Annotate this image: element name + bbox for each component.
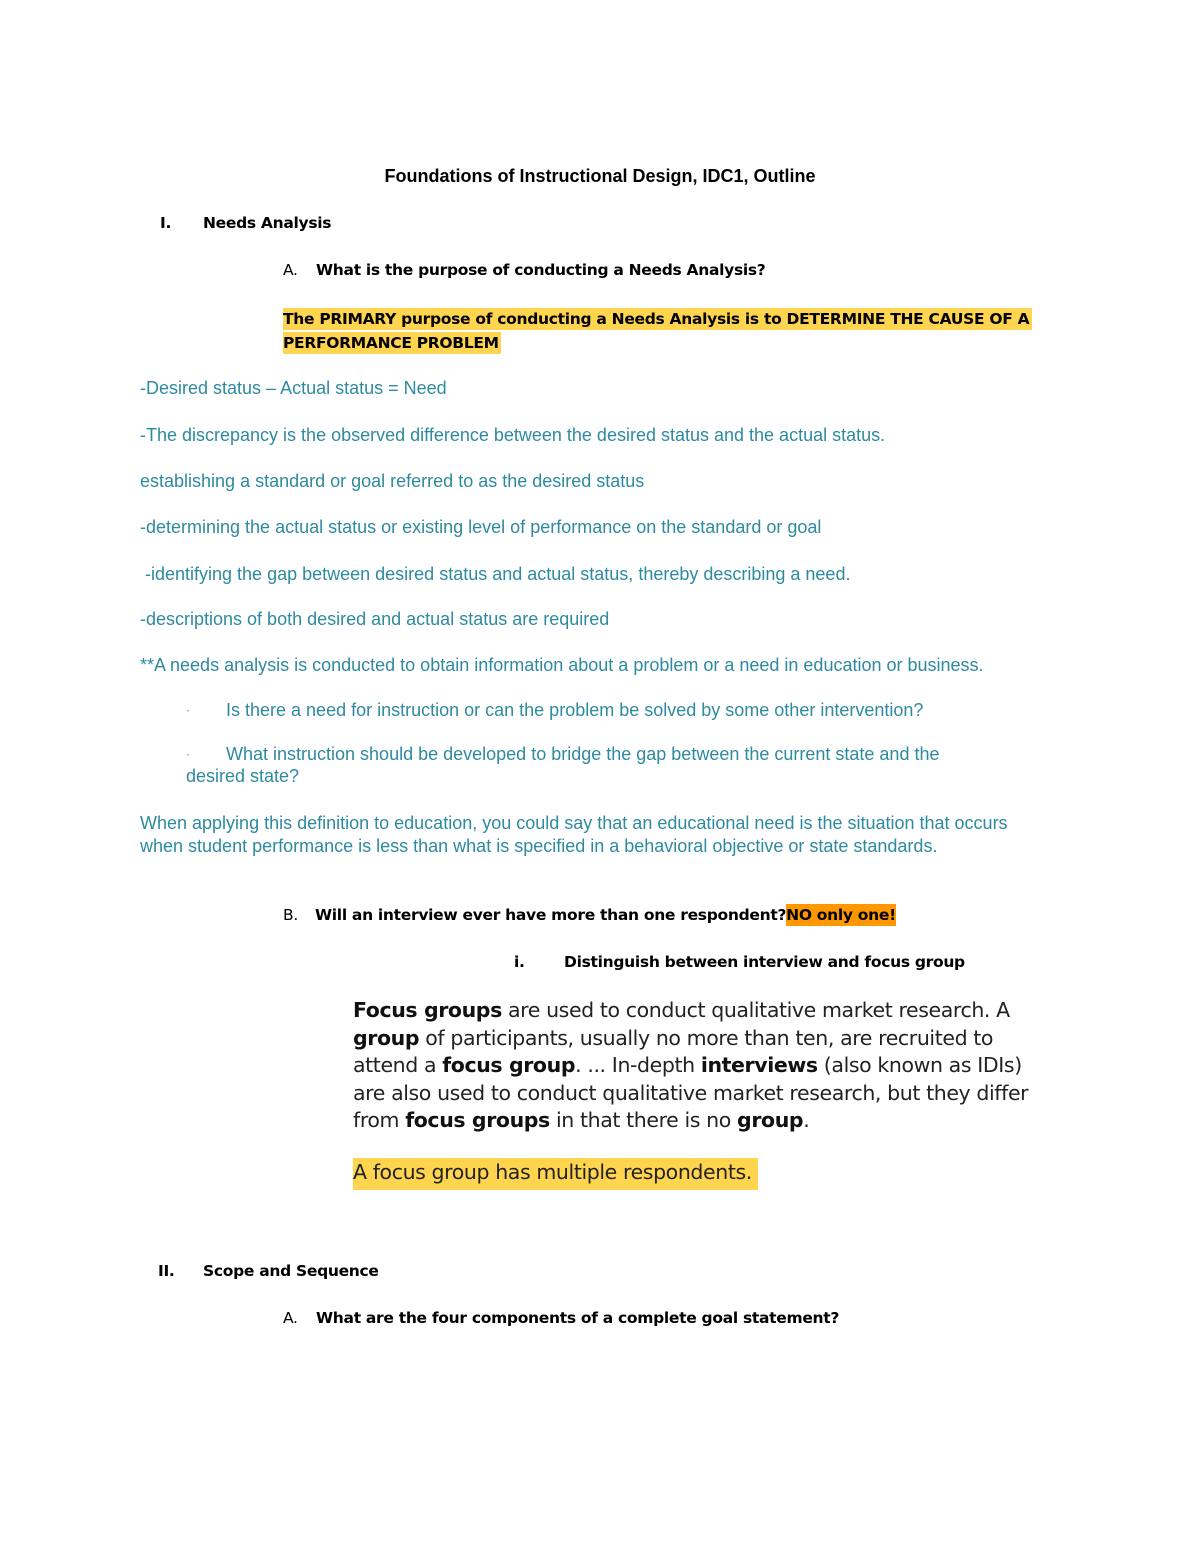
- needs-analysis-paragraph: **A needs analysis is conducted to obtain information about a problem or a need in education or business.: [140, 655, 984, 675]
- note-line: -The discrepancy is the observed difference between the desired status and the actual status.: [140, 425, 886, 445]
- subquestion-text: Distinguish between interview and focus group: [564, 953, 965, 971]
- bullet-text: Is there a need for instruction or can the problem be solved by some other intervention?: [226, 700, 924, 720]
- note-line: -determining the actual status or existing level of performance on the standard or goal: [140, 517, 822, 537]
- bullet-marker: ·: [186, 703, 190, 717]
- question-text: What are the four components of a complete goal statement?: [316, 1309, 840, 1327]
- question-label: A.: [283, 261, 298, 279]
- quote-line: attend a focus group. ... In-depth interviews (also known as IDIs): [353, 1053, 1022, 1077]
- bullet-marker: ·: [186, 747, 190, 761]
- quote-line: Focus groups are used to conduct qualitative market research. A: [353, 998, 1010, 1022]
- section-numeral: I.: [160, 214, 172, 232]
- quote-line: from focus groups in that there is no group.: [353, 1108, 810, 1132]
- section-heading: Needs Analysis: [203, 214, 332, 232]
- section-heading: Scope and Sequence: [203, 1262, 379, 1280]
- quote-line: group of participants, usually no more than ten, are recruited to: [353, 1025, 994, 1050]
- quote-line: are also used to conduct qualitative market research, but they differ: [353, 1080, 1029, 1105]
- question-text: Will an interview ever have more than one respondent?: [315, 906, 787, 924]
- note-line: -Desired status – Actual status = Need: [140, 378, 447, 398]
- bullet-text: What instruction should be developed to bridge the gap between the current state and the: [226, 744, 940, 764]
- quote-highlight: A focus group has multiple respondents.: [353, 1158, 758, 1190]
- question-label: A.: [283, 1309, 298, 1327]
- question-label: B.: [283, 906, 298, 924]
- education-paragraph: When applying this definition to education, you could say that an educational need is the situation that occurs when student performance is less than what is specified in a behavioral objective or state standards.: [140, 813, 1008, 856]
- question-text: What is the purpose of conducting a Needs Analysis?: [316, 261, 766, 279]
- answer-highlight-line2: PERFORMANCE PROBLEM: [283, 334, 499, 352]
- section-numeral: II.: [158, 1262, 175, 1280]
- note-line: establishing a standard or goal referred to as the desired status: [140, 471, 645, 491]
- page-title: Foundations of Instructional Design, IDC1, Outline: [384, 166, 816, 186]
- note-line: -descriptions of both desired and actual status are required: [140, 609, 610, 629]
- question-b-line: [315, 906, 896, 924]
- answer-highlight: NO only one!: [786, 906, 896, 924]
- focus-group-quote: [353, 997, 1028, 1135]
- note-line: -identifying the gap between desired status and actual status, thereby describing a need.: [140, 564, 851, 584]
- bullet-text-continuation: desired state?: [186, 766, 300, 786]
- subquestion-label: i.: [514, 953, 525, 971]
- answer-highlight-line1: The PRIMARY purpose of conducting a Needs Analysis is to DETERMINE THE CAUSE OF A: [283, 308, 1032, 330]
